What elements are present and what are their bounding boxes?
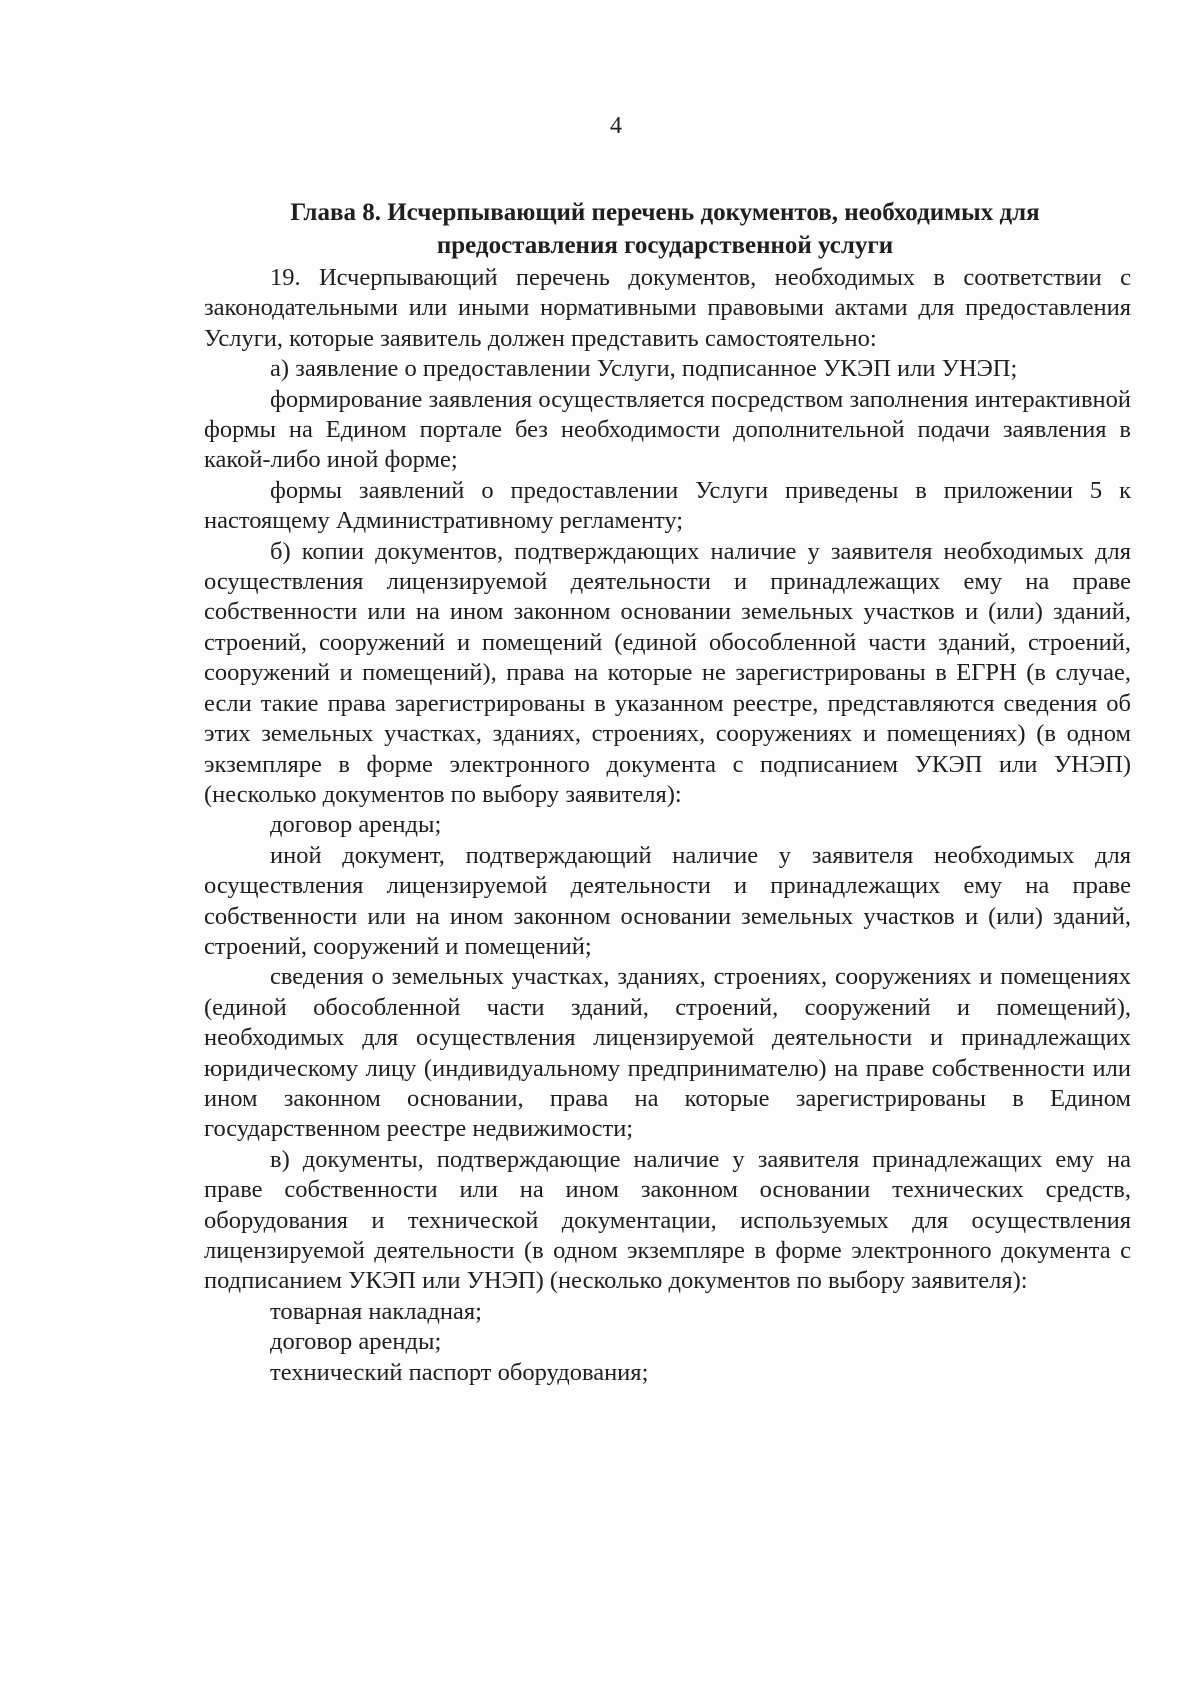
paragraph-item-v: в) документы, подтверждающие наличие у заявителя принадлежащих ему на праве собственности или на ином законном основании технических средств, оборудования и технической документации, используемых для осуществления лицензируемой деятельности (в одном экземпляре в форме электронного документа с подписанием УКЭП или УНЭП) (несколько документов по выбору заявителя): — [204, 1145, 1131, 1295]
body-text — [204, 263, 1131, 1388]
chapter-heading-line-1: Глава 8. Исчерпывающий перечень документов, необходимых для — [290, 199, 1040, 226]
chapter-heading-line-2: предоставления государственной услуги — [436, 232, 894, 259]
paragraph-invoice: товарная накладная; — [270, 1297, 482, 1325]
paragraph-19: 19. Исчерпывающий перечень документов, необходимых в соответствии с законодательными или иными нормативными правовыми актами для предоставления Услуги, которые заявитель должен представить самостоятельно: — [204, 264, 1131, 352]
paragraph-other-document: иной документ, подтверждающий наличие у заявителя необходимых для осуществления лицензируемой деятельности и принадлежащих ему на праве собственности или на ином законном основании земельных участков и (или) зданий, строений, сооружений и помещений; — [204, 841, 1131, 960]
paragraph-item-a: а) заявление о предоставлении Услуги, подписанное УКЭП или УНЭП; — [270, 355, 1018, 383]
paragraph-form-appendix: формы заявлений о предоставлении Услуги приведены в приложении 5 к настоящему Административному регламенту; — [204, 476, 1131, 535]
paragraph-form-filling: формирование заявления осуществляется посредством заполнения интерактивной формы на Едином портале без необходимости дополнительной подачи заявления в какой-либо иной форме; — [204, 385, 1131, 474]
paragraph-equipment-passport: технический паспорт оборудования; — [270, 1358, 649, 1386]
paragraph-lease-agreement-1: договор аренды; — [270, 811, 442, 839]
chapter-heading — [200, 196, 1130, 262]
page-number: 4 — [610, 113, 622, 139]
paragraph-lease-agreement-2: договор аренды; — [270, 1328, 442, 1356]
paragraph-land-info: сведения о земельных участках, зданиях, строениях, сооружениях и помещениях (единой обособленной части зданий, строений, сооружений и помещений), необходимых для осуществления лицензируемой деятельности и принадлежащих юридическому лицу (индивидуальному предпринимателю) на праве собственности или ином законном основании, права на которые зарегистрированы в Едином государственном реестре недвижимости; — [204, 963, 1131, 1143]
paragraph-item-b: б) копии документов, подтверждающих наличие у заявителя необходимых для осуществления лицензируемой деятельности и принадлежащих ему на праве собственности или на ином законном основании земельных участков и (или) зданий, строений, сооружений и помещений (единой обособленной части зданий, строений, сооружений и помещений), права на которые не зарегистрированы в ЕГРН (в случае, если такие права зарегистрированы в указанном реестре, представляются сведения об этих земельных участках, зданиях, строениях, сооружениях и помещениях) (в одном экземпляре в форме электронного документа с подписанием УКЭП или УНЭП) (несколько документов по выбору заявителя): — [204, 537, 1131, 808]
